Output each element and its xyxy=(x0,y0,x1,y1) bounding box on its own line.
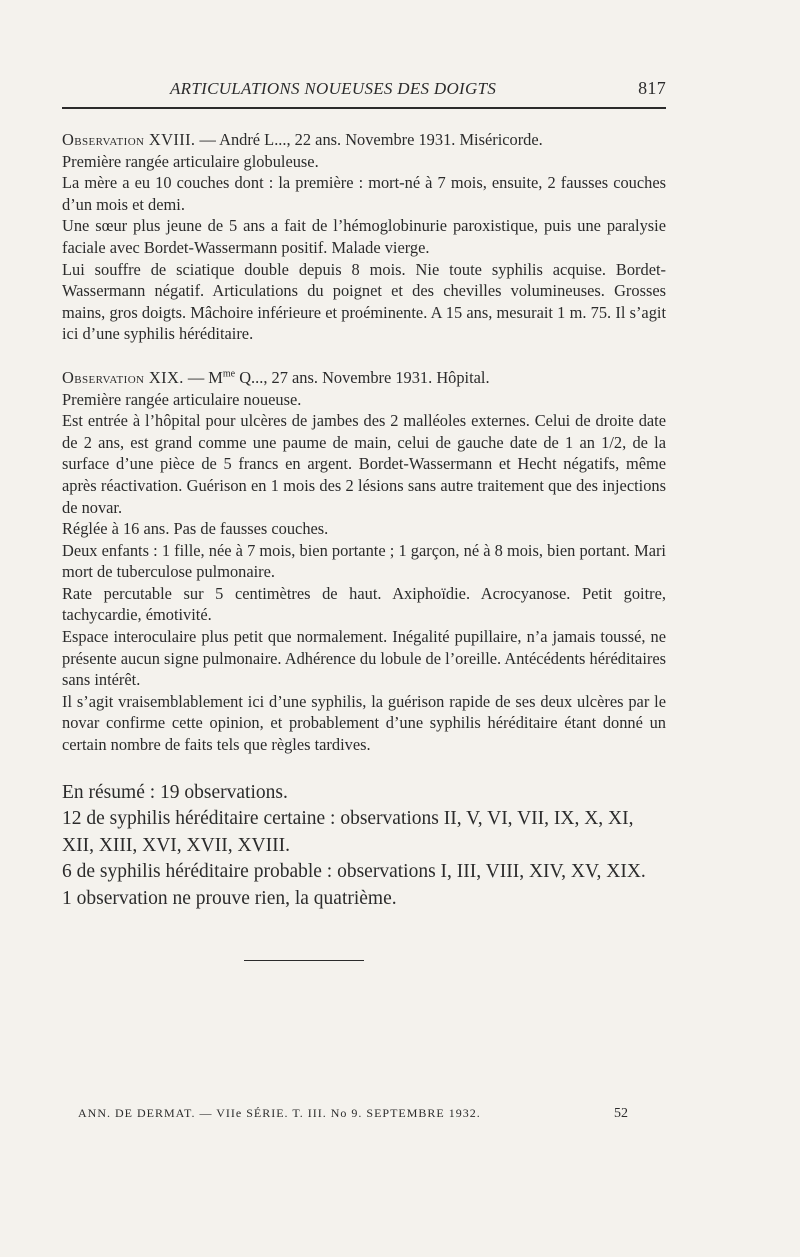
observation-18-subject: — André L..., 22 ans. Novembre 1931. Miséricorde. xyxy=(195,130,543,149)
paragraph: Une sœur plus jeune de 5 ans a fait de l’hémoglobinurie paroxistique, puis une paralysie faciale avec Bordet-Wassermann positif. Malade vierge. xyxy=(62,216,666,257)
observation-19-dash: — M xyxy=(183,367,223,387)
section-gap xyxy=(62,345,666,367)
paragraph: Lui souffre de sciatique double depuis 8 mois. Nie toute syphilis acquise. Bordet-Wassermann négatif. Articulations du poignet et des chevilles volumineuses. Grosses mains, gros doigts. Mâchoire inférieure et proéminente. A 15 ans, mesurait 1 m. 75. Il s’agit ici d’une syphilis héréditaire. xyxy=(62,259,666,344)
journal-citation: ANN. DE DERMAT. — VIIe SÉRIE. T. III. No 9. SEPTEMBRE 1932. xyxy=(78,1106,481,1120)
footer xyxy=(78,1106,628,1122)
observation-19-heading xyxy=(62,367,666,389)
observation-18-heading xyxy=(62,129,666,151)
summary-line: 12 de syphilis héréditaire certaine : observations II, V, VI, VII, IX, X, XI, XII, XIII, XVI, XVII, XVIII. xyxy=(62,808,634,856)
paragraph: Deux enfants : 1 fille, née à 7 mois, bien portante ; 1 garçon, né à 8 mois, bien portant. Mari mort de tuberculose pulmonaire. xyxy=(62,540,666,582)
observation-19-title-sup: me xyxy=(222,368,236,380)
sheet-number: 52 xyxy=(614,1106,628,1121)
running-head-title: ARTICULATIONS NOUEUSES DES DOIGTS xyxy=(170,79,497,98)
paragraph: Rate percutable sur 5 centimètres de haut. Axiphoïdie. Acrocyanose. Petit goitre, tachycardie, émotivité. xyxy=(62,583,666,625)
summary-line: En résumé : 19 observations. xyxy=(62,781,288,803)
paragraph: Réglée à 16 ans. Pas de fausses couches. xyxy=(62,519,329,539)
paragraph: Première rangée articulaire noueuse. xyxy=(62,389,302,409)
paragraph: Espace interoculaire plus petit que normalement. Inégalité pupillaire, n’a jamais toussé, ne présente aucun signe pulmonaire. Adhérence du lobule de l’oreille. Antécédents héréditaires sans intérêt. xyxy=(62,627,666,690)
observation-18 xyxy=(62,129,666,345)
observation-19 xyxy=(62,367,666,756)
paragraph: La mère a eu 10 couches dont : la première : mort-né à 7 mois, ensuite, 2 fausses couches d’un mois et demi. xyxy=(62,173,666,214)
page-body xyxy=(62,78,666,961)
paragraph: Première rangée articulaire globuleuse. xyxy=(62,151,319,171)
closing-rule xyxy=(244,960,364,961)
summary-line: 1 observation ne prouve rien, la quatrième. xyxy=(62,887,397,909)
header-rule xyxy=(62,107,666,109)
paragraph: Est entrée à l’hôpital pour ulcères de jambes des 2 malléoles externes. Celui de droite date de 2 ans, est grand comme une paume de main, celui de gauche date de 1 an 1/2, de la surface d’une pièce de 5 francs en argent. Bordet-Wassermann et Hecht négatifs, même après réactivation. Guérison en 1 mois des 2 lésions sans autre traitement que des injections de novar. xyxy=(62,411,666,517)
observation-18-label: Observation XVIII. xyxy=(62,130,196,149)
running-head xyxy=(62,78,666,105)
page-number: 817 xyxy=(638,78,666,98)
summary xyxy=(62,780,666,913)
observation-19-label: Observation XIX. xyxy=(62,367,184,387)
observation-19-subject: Q..., 27 ans. Novembre 1931. Hôpital. xyxy=(235,367,490,387)
summary-line: 6 de syphilis héréditaire probable : observations I, III, VIII, XIV, XV, XIX. xyxy=(62,861,646,883)
paragraph: Il s’agit vraisemblablement ici d’une syphilis, la guérison rapide de ses deux ulcères par le novar confirme cette opinion, et probablement d’une syphilis héréditaire étant donné un certain nombre de faits tels que règles tardives. xyxy=(62,691,666,755)
